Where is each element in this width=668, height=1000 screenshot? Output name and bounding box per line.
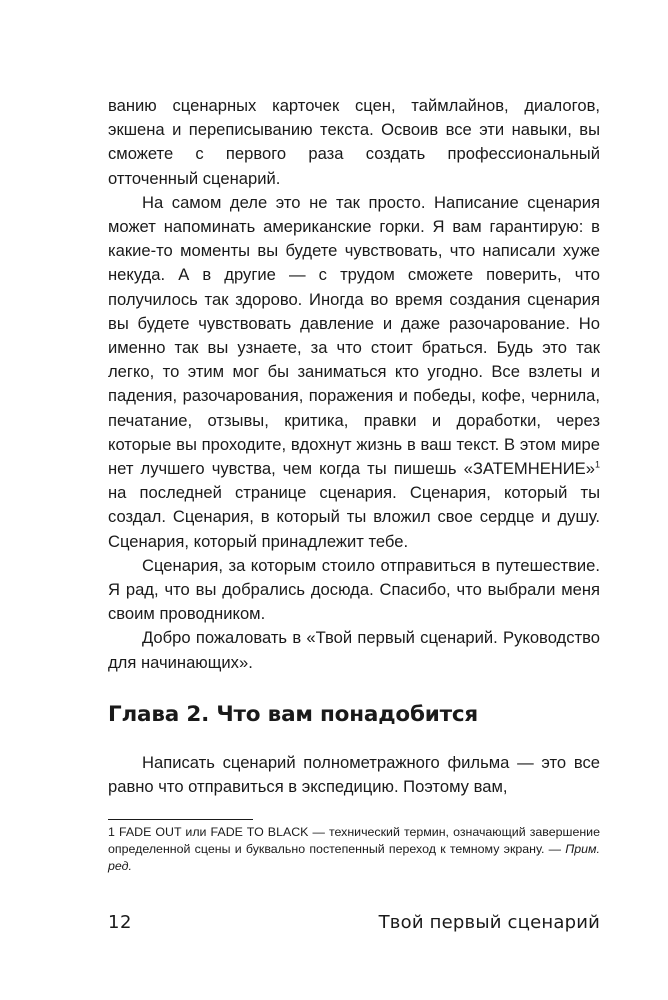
paragraph-3: Сценария, за которым стоило отправиться в путешествие. Я рад, что вы добрались досюда. Спасибо, что выбрали меня своим проводником. [108,555,600,624]
running-title: Твой первый сценарий [378,912,600,933]
chapter-heading: Глава 2. Что вам понадобится [108,702,479,727]
footnote-reference[interactable]: 1 [594,459,600,470]
chapter-body [108,751,600,799]
body-text [108,94,600,675]
footnote-editor-note: Прим. ред. [108,842,600,873]
footnote-divider [108,819,253,820]
paragraph-2-part-2: на последней странице сценария. Сценария, который ты создал. Сценария, в который ты вложил свое сердце и душу. Сценария, который принадлежит тебе. [108,483,600,551]
paragraph-2 [108,191,600,554]
paragraph-4: Добро пожаловать в «Твой первый сценарий. Руководство для начинающих». [108,628,600,672]
footnote [108,824,600,875]
page-number: 12 [108,912,132,933]
paragraph-1: ванию сценарных карточек сцен, таймлайнов, диалогов, экшена и переписыванию текста. Освоив все эти навыки, вы сможете с первого раза создать профессиональный отточенный сценарий. [108,96,600,188]
footnote-number: 1 [108,825,115,839]
chapter-paragraph-1: Написать сценарий полнометражного фильма — это все равно что отправиться в экспедицию. Поэтому вам, [108,753,600,797]
footnote-text: FADE OUT или FADE TO BLACK — технический термин, означающий завершение определенной сцены и буквально постепенный переход к темному экрану. — [108,825,600,856]
paragraph-2-part-1: На самом деле это не так просто. Написание сценария может напоминать американские горки. Я вам гарантирую: в какие-то моменты вы будете чувствовать, что написали хуже некуда. А в другие — с трудом сможете поверить, что получилось так здорово. Иногда во время создания сценария вы будете чувствовать давление и даже разочарование. Но именно так вы узнаете, за что стоит браться. Будь это так легко, то этим мог бы заниматься кто угодно. Все взлеты и падения, разочарования, поражения и победы, кофе, чернила, печатание, отзывы, критика, правки и доработки, через которые вы проходите, вдохнут жизнь в ваш текст. В этом мире нет лучшего чувства, чем когда ты пишешь «ЗАТЕМНЕНИЕ» [108,192,600,479]
